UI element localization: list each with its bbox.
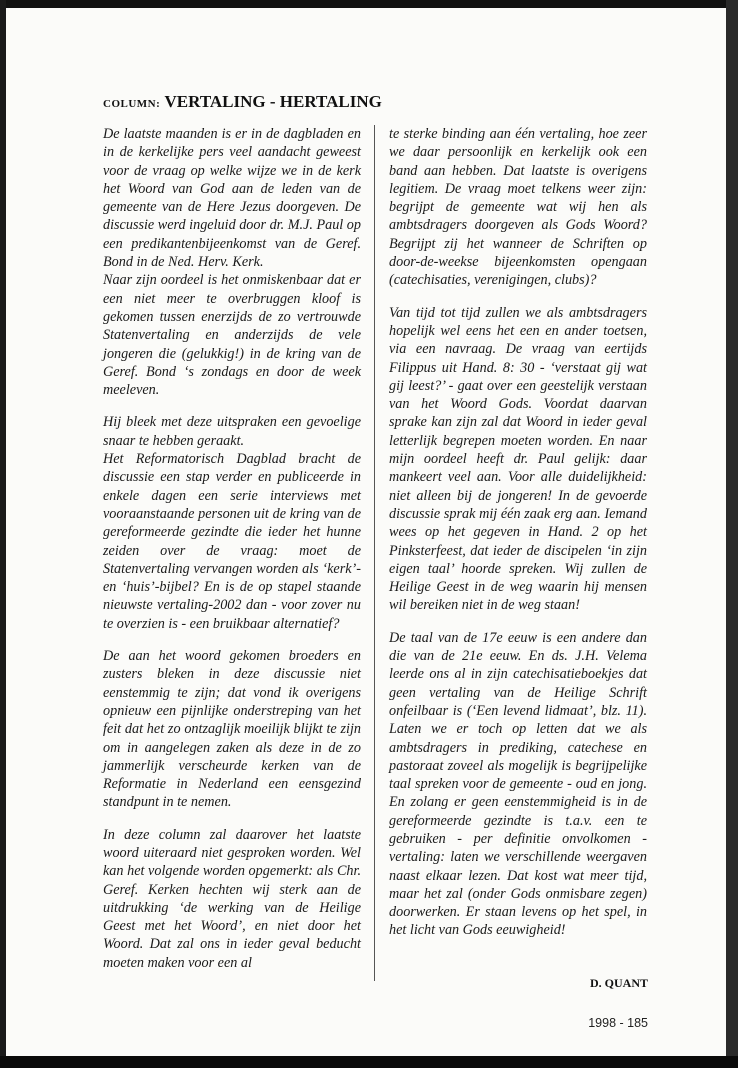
paragraph: te sterke binding aan één vertaling, hoe zeer we daar persoonlijk en kerkelijk ook een band aan hebben. Dat laatste is overigens legitiem. De vraag moet telkens weer zijn: begrijpt de gemeente wat wij hen als ambtsdragers doorgeven als Gods Woord? Begrijpt zij het wanneer de Schriften op door-de-weekse bijeenkomsten opengaan (catechisaties, verenigingen, clubs)? [389, 126, 647, 289]
scan-border-top [0, 0, 738, 8]
paragraph: De taal van de 17e eeuw is een andere dan die van de 21e eeuw. En ds. J.H. Velema leerde ons al in zijn catechisatieboekjes dat geen vertaling van de Heilige Schrift onfeilbaar is (‘Een levend lidmaat’, blz. 11). Laten we er toch op letten dat we als ambtsdragers in prediking, catechese en pastoraat zoveel als mogelijk is begrijpelijke taal spreken voor de gemeente - oud en jong. En zolang er geen eenstemmigheid is in de gereformeerde gezindte is t.a.v. een te gebruiken - per definitie onvolkomen - vertaling: laten we verschillende weergaven naast elkaar lezen. Dat kost wat meer tijd, maar het zal (onder Gods onmisbare zegen) doorwerken. Er staan levens op het spel, in het licht van Gods eeuwigheid! [389, 629, 647, 939]
paragraph: Van tijd tot tijd zullen we als ambtsdragers hopelijk wel eens het een en ander toetsen, via een navraag. De vraag van eertijds Filippus uit Hand. 8: 30 - ‘verstaat gij wat gij leest?’ - gaat over een geestelijk verstaan van het Woord Gods. Voordat daarvan sprake kan zijn zal dat Woord in ieder geval letterlijk begrepen moeten worden. En naar mijn oordeel heeft dr. Paul gelijk: daar mankeert veel aan. Voor alle duidelijkheid: niet alleen bij de jongeren! In de gevoerde discussie sprak mij één zaak erg aan. Iemand wees op het gegeven in Hand. 2 op het Pinksterfeest, dat ieder de discipelen ‘in zijn eigen taal’ hoorde spreken. Wij zullen de Heilige Geest in de weg waarin hij mensen wil bereiken niet in de weg staan! [389, 304, 647, 614]
column-divider [374, 125, 375, 981]
scan-border-bottom [0, 1056, 738, 1068]
page-number: 1998 - 185 [588, 1016, 648, 1030]
scan-border-right [726, 0, 738, 1068]
author-signature: D. QUANT [589, 976, 648, 990]
column-heading [103, 92, 382, 112]
left-column [103, 125, 361, 986]
paragraph: De laatste maanden is er in de dagbladen en in de kerkelijke pers veel aandacht geweest voor de vraag op welke wijze we in de kerk het Woord van God aan de leden van de gemeente van de Here Jezus doorgeven. De discussie werd ingeluid door dr. M.J. Paul op een predikantenbijeenkomst van de Geref. Bond in de Ned. Herv. Kerk. [103, 126, 361, 271]
right-column [389, 125, 647, 954]
paragraph: Het Reformatorisch Dagblad bracht de discussie een stap verder en publiceerde in enkele dagen een serie interviews met vooraanstaande personen uit de kring van de gereformeerde gezindte die ieder het hunne zeiden over de vraag: moet de Statenvertaling vervangen worden als ‘kerk’- en ‘huis’-bijbel? En is de op stapel staande nieuwste vertaling-2002 dan - voor zover nu te overzien is - een bruikbaar alternatief? [103, 451, 361, 632]
column-label: COLUMN: [103, 98, 161, 110]
paragraph: In deze column zal daarover het laatste woord uiteraard niet gesproken worden. Wel kan het volgende worden opgemerkt: als Chr. Geref. Kerken hechten wij sterk aan de uitdrukking ‘de werking van de Heilige Geest met het Woord’, en niet door het Woord. Dat zal ons in ieder geval beducht moeten maken voor een al [103, 826, 361, 971]
paragraph: Hij bleek met deze uitspraken een gevoelige snaar te hebben geraakt. [103, 414, 361, 449]
paragraph: Naar zijn oordeel is het onmiskenbaar dat er een niet meer te overbruggen kloof is gekomen tussen enerzijds de zo vertrouwde Statenvertaling en anderzijds de vele jongeren die (gelukkig!) in de kring van de Geref. Bond ‘s zondags en door de week meeleven. [103, 272, 361, 399]
paragraph: De aan het woord gekomen broeders en zusters bleken in deze discussie niet eenstemmig te zijn; dat vond ik overigens opnieuw een pijnlijke onderstreping van het feit dat het zo ontzaglijk moeilijk blijkt te zijn om in aangelegen zaken als deze in de zo jammerlijk verscheurde kerken van de Reformatie in Nederland een eensgezind standpunt in te nemen. [103, 648, 361, 811]
column-title: VERTALING - HERTALING [164, 92, 382, 111]
